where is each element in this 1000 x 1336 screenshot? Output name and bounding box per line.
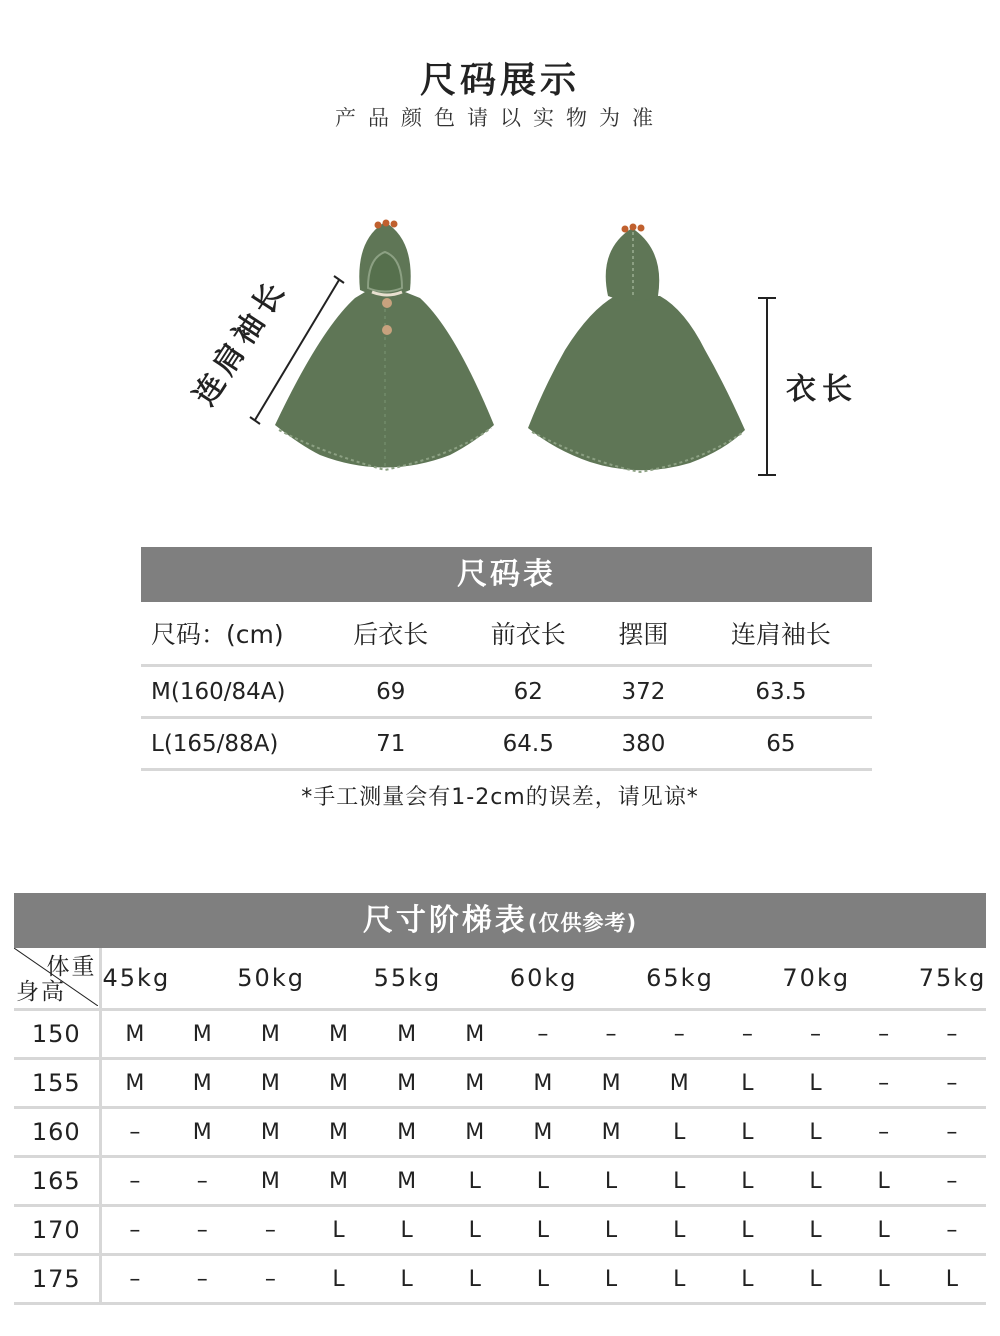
- length-label: 衣长: [786, 372, 858, 407]
- table-row: [141, 666, 872, 718]
- size-cell: L: [645, 1108, 713, 1157]
- page-subtitle: 产品颜色请以实物为准: [335, 106, 665, 130]
- size-cell: L: [781, 1059, 849, 1108]
- size-cell: M: [577, 1059, 645, 1108]
- table-row: [14, 1059, 986, 1108]
- weight-header-cell: 60kg: [509, 948, 577, 1010]
- size-cell: –: [168, 1255, 236, 1304]
- size-cell: L: [781, 1206, 849, 1255]
- size-cell: M: [236, 1157, 304, 1206]
- size-cell: –: [100, 1157, 168, 1206]
- size-chart-header-row: [141, 602, 872, 666]
- size-cell: M: [100, 1059, 168, 1108]
- size-cell: M: [373, 1059, 441, 1108]
- size-cell: M: [236, 1010, 304, 1059]
- size-cell: L: [781, 1255, 849, 1304]
- size-cell: M: [236, 1059, 304, 1108]
- size-cell: L: [509, 1255, 577, 1304]
- size-cell: L: [645, 1157, 713, 1206]
- size-cell: M(160/84A): [141, 666, 322, 718]
- size-cell: L: [373, 1206, 441, 1255]
- size-cell: L: [645, 1255, 713, 1304]
- table-row: [14, 1010, 986, 1059]
- size-cell: –: [168, 1157, 236, 1206]
- height-cell: 165: [14, 1157, 100, 1206]
- weight-header-cell: 45kg: [100, 948, 168, 1010]
- weight-header-cell: 55kg: [373, 948, 441, 1010]
- size-cell: –: [918, 1157, 986, 1206]
- size-cell: –: [918, 1108, 986, 1157]
- size-cell: L: [441, 1157, 509, 1206]
- corner-cell: [14, 948, 100, 1010]
- cape-front-image: [275, 220, 494, 471]
- size-cell: M: [236, 1108, 304, 1157]
- size-cell: M: [373, 1108, 441, 1157]
- size-cell: L: [577, 1206, 645, 1255]
- table-row: [14, 1157, 986, 1206]
- header-back-length: 后衣长: [353, 620, 429, 649]
- size-cell: –: [645, 1010, 713, 1059]
- size-cell: M: [373, 1010, 441, 1059]
- size-cell: M: [168, 1059, 236, 1108]
- size-cell: L: [713, 1255, 781, 1304]
- value-cell: 64.5: [460, 718, 598, 770]
- weight-header-cell: [168, 948, 236, 1010]
- size-ladder-table: [14, 948, 986, 1305]
- value-cell: 372: [597, 666, 690, 718]
- page-title: 尺码展示: [419, 60, 580, 101]
- height-cell: 175: [14, 1255, 100, 1304]
- height-cell: 150: [14, 1010, 100, 1059]
- size-ladder-title: [14, 893, 986, 948]
- weight-header-cell: [577, 948, 645, 1010]
- size-cell: L: [713, 1206, 781, 1255]
- size-cell: M: [645, 1059, 713, 1108]
- size-cell: M: [577, 1108, 645, 1157]
- size-ladder-title-suffix: (仅供参考): [527, 911, 638, 935]
- value-cell: 69: [322, 666, 460, 718]
- size-cell: L: [304, 1255, 372, 1304]
- size-cell: L: [918, 1255, 986, 1304]
- size-cell: –: [168, 1206, 236, 1255]
- size-cell: L(165/88A): [141, 718, 322, 770]
- value-cell: 65: [690, 718, 872, 770]
- size-chart-table: [141, 602, 872, 771]
- size-cell: L: [441, 1255, 509, 1304]
- size-cell: –: [781, 1010, 849, 1059]
- cape-back-image: [528, 224, 745, 473]
- size-cell: M: [304, 1010, 372, 1059]
- weight-header-cell: 65kg: [645, 948, 713, 1010]
- size-cell: M: [441, 1059, 509, 1108]
- corner-height-label: 身高: [16, 979, 66, 1005]
- cape-illustration: [0, 180, 1000, 510]
- size-cell: –: [918, 1206, 986, 1255]
- size-cell: –: [850, 1059, 918, 1108]
- size-cell: L: [850, 1206, 918, 1255]
- size-cell: –: [713, 1010, 781, 1059]
- size-cell: M: [509, 1059, 577, 1108]
- size-cell: M: [100, 1010, 168, 1059]
- size-cell: L: [304, 1206, 372, 1255]
- size-cell: –: [100, 1255, 168, 1304]
- size-cell: L: [713, 1059, 781, 1108]
- height-cell: 160: [14, 1108, 100, 1157]
- value-cell: 63.5: [690, 666, 872, 718]
- size-cell: –: [236, 1255, 304, 1304]
- weight-header-cell: [304, 948, 372, 1010]
- weight-header-cell: 50kg: [236, 948, 304, 1010]
- measurement-note: *手工测量会有1-2cm的误差，请见谅*: [301, 785, 699, 810]
- size-cell: L: [577, 1157, 645, 1206]
- size-cell: L: [577, 1255, 645, 1304]
- table-row: [14, 1255, 986, 1304]
- size-cell: –: [850, 1010, 918, 1059]
- size-cell: –: [577, 1010, 645, 1059]
- size-cell: –: [918, 1010, 986, 1059]
- size-cell: –: [100, 1206, 168, 1255]
- shoulder-sleeve-label: 连肩袖长: [187, 271, 295, 412]
- size-cell: M: [304, 1108, 372, 1157]
- size-cell: M: [441, 1108, 509, 1157]
- size-cell: M: [441, 1010, 509, 1059]
- size-cell: –: [918, 1059, 986, 1108]
- size-cell: M: [168, 1108, 236, 1157]
- value-cell: 71: [322, 718, 460, 770]
- weight-header-cell: 75kg: [918, 948, 986, 1010]
- weight-header-cell: 70kg: [781, 948, 849, 1010]
- size-cell: M: [304, 1059, 372, 1108]
- size-cell: L: [781, 1108, 849, 1157]
- corner-weight-label: 体重: [46, 954, 97, 980]
- size-ladder-header-row: [14, 948, 986, 1010]
- header-hem: 摆围: [618, 620, 669, 649]
- size-cell: –: [236, 1206, 304, 1255]
- header-size: 尺码：(cm): [151, 620, 284, 649]
- table-row: [141, 718, 872, 770]
- value-cell: 380: [597, 718, 690, 770]
- weight-header-cell: [441, 948, 509, 1010]
- size-cell: –: [850, 1108, 918, 1157]
- size-cell: L: [509, 1157, 577, 1206]
- size-cell: L: [713, 1108, 781, 1157]
- table-row: [14, 1206, 986, 1255]
- size-cell: –: [509, 1010, 577, 1059]
- value-cell: 62: [460, 666, 598, 718]
- height-cell: 155: [14, 1059, 100, 1108]
- size-cell: M: [304, 1157, 372, 1206]
- size-cell: L: [373, 1255, 441, 1304]
- size-cell: M: [509, 1108, 577, 1157]
- size-chart-title: 尺码表: [141, 547, 872, 602]
- size-cell: L: [645, 1206, 713, 1255]
- size-cell: L: [713, 1157, 781, 1206]
- height-cell: 170: [14, 1206, 100, 1255]
- header-front-length: 前衣长: [490, 620, 566, 649]
- weight-header-cell: [713, 948, 781, 1010]
- size-ladder-title-main: 尺寸阶梯表: [362, 903, 528, 938]
- size-cell: L: [781, 1157, 849, 1206]
- size-cell: M: [168, 1010, 236, 1059]
- header-shoulder-sleeve: 连肩袖长: [730, 620, 831, 649]
- size-cell: M: [373, 1157, 441, 1206]
- size-cell: L: [850, 1255, 918, 1304]
- table-row: [14, 1108, 986, 1157]
- size-cell: L: [441, 1206, 509, 1255]
- size-cell: –: [100, 1108, 168, 1157]
- size-cell: L: [509, 1206, 577, 1255]
- length-measure-line: [758, 298, 776, 475]
- size-cell: L: [850, 1157, 918, 1206]
- weight-header-cell: [850, 948, 918, 1010]
